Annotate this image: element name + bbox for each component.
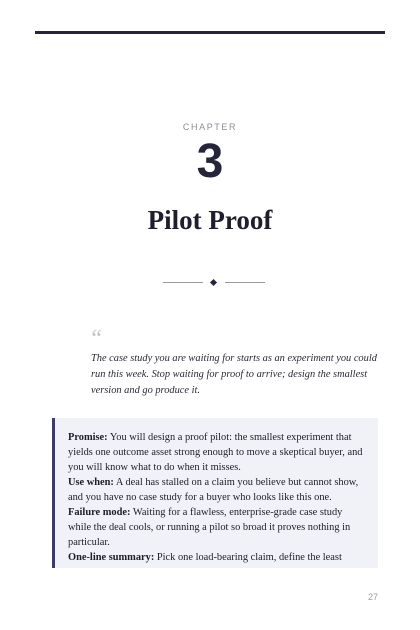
promise-label: Promise:: [68, 432, 108, 443]
diamond-icon: [210, 279, 217, 286]
promise-text: You will design a proof pilot: the smallest experiment that yields one outcome asset strong enough to move a skeptical buyer, and you will know what to do when it misses.: [68, 432, 363, 473]
failure-mode-label: Failure mode:: [68, 507, 131, 518]
quote-mark-icon: “: [89, 326, 103, 352]
chapter-summary-callout: [52, 418, 378, 568]
epigraph: The case study you are waiting for starts as an experiment you could run this week. Stop waiting for proof to arrive; design the smallest version and go produce it.: [91, 353, 377, 396]
failure-mode-text: Waiting for a flawless, enterprise-grade case study while the deal cools, or running a pilot so broad it proves nothing in particular.: [68, 507, 351, 548]
summary-label: One-line summary:: [68, 552, 155, 563]
chapter-number: 3: [196, 135, 224, 188]
use-when-label: Use when:: [68, 477, 114, 488]
use-when-text: A deal has stalled on a claim you believe but cannot show, and you have no case study for a buyer who looks like this one.: [68, 477, 359, 503]
header-rule: [35, 31, 385, 34]
page-number: 27: [367, 592, 378, 602]
ornament-line-right: [225, 282, 265, 283]
ornament-line-left: [163, 282, 203, 283]
chapter-label: CHAPTER: [182, 122, 238, 132]
chapter-title: Pilot Proof: [147, 205, 273, 235]
promise-entry: [68, 430, 368, 475]
failure-mode-entry: [68, 505, 368, 550]
summary-text: Pick one load-bearing claim, define the least: [154, 552, 342, 563]
section-ornament: [163, 277, 265, 289]
use-when-entry: [68, 475, 368, 505]
summary-entry: [68, 550, 368, 565]
